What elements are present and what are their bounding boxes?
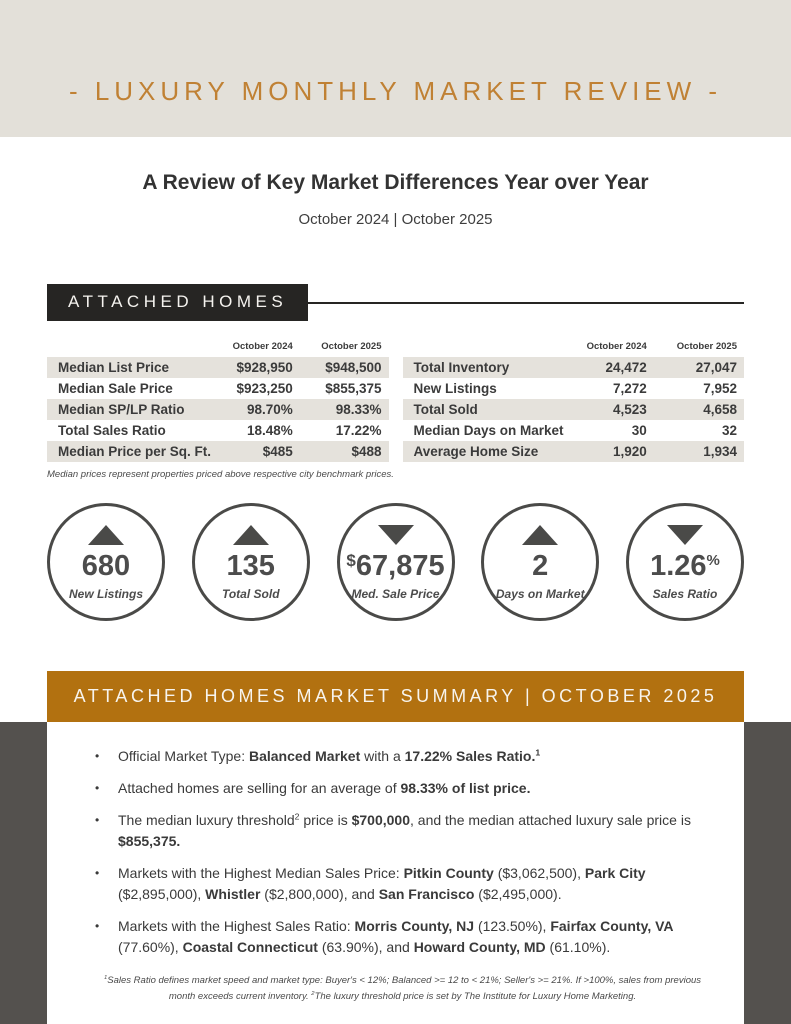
row-label: Total Inventory xyxy=(413,360,510,375)
table-header-row xyxy=(403,341,745,357)
stat-circle xyxy=(337,503,455,621)
table-row xyxy=(47,420,389,441)
section-label: ATTACHED HOMES xyxy=(47,284,308,321)
stat-value xyxy=(532,552,548,581)
text-segment: Balanced Market xyxy=(248,748,361,764)
value-oct-2024: $923,250 xyxy=(236,381,293,396)
table-row xyxy=(403,441,745,462)
value-oct-2024: 30 xyxy=(631,423,647,438)
text-segment: ($2,895,000), xyxy=(118,886,206,902)
value-oct-2024: 98.70% xyxy=(246,402,293,417)
value-oct-2025: 17.22% xyxy=(335,423,382,438)
stat-circles xyxy=(47,503,744,621)
text-segment: The median luxury threshold xyxy=(118,812,295,828)
table-header xyxy=(403,341,745,357)
text-segment: ($2,495,000). xyxy=(474,886,562,902)
text-segment: ($2,800,000), and xyxy=(260,886,379,902)
column-header: October 2025 xyxy=(676,341,737,352)
page-title: A Review of Key Market Differences Year over Year xyxy=(142,171,649,194)
text-segment: Markets with the Highest Sales Ratio: xyxy=(118,918,355,934)
section-rule xyxy=(308,302,744,304)
text-segment: (77.60%), xyxy=(118,939,183,955)
stat-value-number: 67,875 xyxy=(355,550,445,582)
bullet-text xyxy=(118,746,710,767)
bullet-icon: • xyxy=(95,781,100,795)
table-row xyxy=(403,420,745,441)
value-oct-2025: $948,500 xyxy=(325,360,382,375)
text-segment: Park City xyxy=(584,865,646,881)
bullet-icon: • xyxy=(95,919,100,933)
value-oct-2024: 4,523 xyxy=(612,402,647,417)
stat-value-suffix: % xyxy=(706,552,720,569)
value-oct-2025: $488 xyxy=(351,444,382,459)
table-row xyxy=(47,378,389,399)
arrow-up-icon xyxy=(233,525,269,545)
stat-value-number: 1.26 xyxy=(650,550,707,582)
stat-circle xyxy=(192,503,310,621)
stat-value-number: 680 xyxy=(81,550,131,582)
stat-value xyxy=(650,552,720,581)
text-segment: (61.10%). xyxy=(545,939,611,955)
table-body xyxy=(403,357,745,462)
table-header-row xyxy=(47,341,389,357)
text-segment: 1 xyxy=(103,974,108,981)
bullet-text xyxy=(118,863,710,905)
value-oct-2025: 7,952 xyxy=(703,381,737,396)
summary-banner: ATTACHED HOMES MARKET SUMMARY | OCTOBER 2025 xyxy=(47,671,744,722)
text-segment: 98.33% of list price. xyxy=(400,780,531,796)
section-heading xyxy=(47,284,744,321)
row-label: Median Price per Sq. Ft. xyxy=(58,444,212,459)
table-header xyxy=(47,341,389,357)
arrow-down-icon xyxy=(378,525,414,545)
stat-label: New Listings xyxy=(68,587,143,601)
text-segment: , and the median attached luxury sale price is xyxy=(410,812,691,828)
text-segment: Coastal Connecticut xyxy=(182,939,318,955)
bullet-icon: • xyxy=(95,866,100,880)
bullet-icon: • xyxy=(95,749,100,763)
row-label: Median List Price xyxy=(58,360,170,375)
summary-body xyxy=(47,722,744,1024)
stat-label: Total Sold xyxy=(221,587,280,601)
column-header: October 2024 xyxy=(586,341,647,352)
bullet-item xyxy=(95,863,710,905)
value-oct-2024: 1,920 xyxy=(612,444,647,459)
column-header-spacer xyxy=(47,341,211,357)
value-oct-2024: $485 xyxy=(262,444,293,459)
volume-metrics-table xyxy=(403,341,745,462)
column-header-spacer xyxy=(403,341,564,357)
table-row xyxy=(47,441,389,462)
table-row xyxy=(403,357,745,378)
text-segment: ($3,062,500), xyxy=(493,865,585,881)
value-oct-2025: $855,375 xyxy=(325,381,382,396)
row-label: Total Sold xyxy=(413,402,478,417)
text-segment: Howard County, MD xyxy=(413,939,546,955)
text-segment: Whistler xyxy=(205,886,261,902)
text-segment: 2 xyxy=(294,811,300,822)
value-oct-2025: 4,658 xyxy=(703,402,737,417)
stat-value-prefix: $ xyxy=(346,551,356,570)
text-segment: San Francisco xyxy=(378,886,475,902)
bullet-item xyxy=(95,778,710,799)
stat-value xyxy=(346,552,444,581)
table-row xyxy=(403,378,745,399)
value-oct-2025: 98.33% xyxy=(335,402,382,417)
summary-section xyxy=(0,722,791,1024)
stat-circle xyxy=(626,503,744,621)
text-segment: Attached homes are selling for an average of xyxy=(118,780,401,796)
stat-value xyxy=(227,552,275,581)
table-note: Median prices represent properties priced above respective city benchmark prices. xyxy=(47,469,394,480)
bullet-item xyxy=(95,916,710,958)
bullet-item xyxy=(95,746,710,767)
table-body xyxy=(47,357,389,462)
text-segment: Sales Ratio defines market speed and market type: Buyer's < 12%; Balanced >= 12 to < 21%; Seller's >= 21%. If >100%, sales from previous month exceeds current inventory. xyxy=(107,975,702,1002)
stat-value-number: 135 xyxy=(226,550,275,582)
value-oct-2025: 32 xyxy=(721,423,737,438)
text-segment: Pitkin County xyxy=(403,865,494,881)
left-side-bar xyxy=(0,722,47,1024)
value-oct-2025: 27,047 xyxy=(695,360,737,375)
text-segment: 2 xyxy=(311,990,315,997)
row-label: Average Home Size xyxy=(413,444,539,459)
bullet-text xyxy=(118,778,710,799)
metrics-tables xyxy=(47,341,744,462)
value-oct-2024: $928,950 xyxy=(236,360,293,375)
text-segment: price is xyxy=(299,812,352,828)
arrow-up-icon xyxy=(88,525,124,545)
stat-circle xyxy=(481,503,599,621)
value-oct-2025: 1,934 xyxy=(703,444,737,459)
stat-value-number: 2 xyxy=(532,550,549,582)
masthead-title: - LUXURY MONTHLY MARKET REVIEW - xyxy=(68,76,723,106)
stat-label: Med. Sale Price xyxy=(351,587,440,601)
footnote xyxy=(95,973,710,1004)
text-segment: 17.22% Sales Ratio. xyxy=(404,748,536,764)
date-range: October 2024 | October 2025 xyxy=(298,211,493,228)
row-label: New Listings xyxy=(413,381,497,396)
text-segment: The luxury threshold price is set by The Institute for Luxury Home Marketing. xyxy=(314,990,637,1002)
table-row xyxy=(47,399,389,420)
text-segment: $700,000 xyxy=(351,812,411,828)
column-header: October 2024 xyxy=(232,341,293,352)
arrow-up-icon xyxy=(522,525,558,545)
stat-circle xyxy=(47,503,165,621)
right-side-bar xyxy=(744,722,791,1024)
table-row xyxy=(47,357,389,378)
text-segment: (63.90%), and xyxy=(317,939,414,955)
bullet-list xyxy=(95,746,710,958)
text-segment: $855,375. xyxy=(118,833,181,849)
column-header: October 2025 xyxy=(321,341,382,352)
text-segment: Morris County, NJ xyxy=(354,918,475,934)
text-segment: (123.50%), xyxy=(474,918,551,934)
table-row xyxy=(403,399,745,420)
value-oct-2024: 7,272 xyxy=(612,381,647,396)
intro-block xyxy=(0,171,791,228)
stat-label: Sales Ratio xyxy=(652,587,718,601)
text-segment: Fairfax County, VA xyxy=(550,918,674,934)
text-segment: Markets with the Highest Median Sales Price: xyxy=(118,865,404,881)
value-oct-2024: 18.48% xyxy=(246,423,293,438)
main-content xyxy=(47,228,744,621)
row-label: Median Sale Price xyxy=(58,381,173,396)
stat-label: Days on Market xyxy=(495,587,585,601)
row-label: Total Sales Ratio xyxy=(58,423,166,438)
bullet-text xyxy=(118,810,710,852)
row-label: Median SP/LP Ratio xyxy=(58,402,185,417)
row-label: Median Days on Market xyxy=(413,423,564,438)
bullet-text xyxy=(118,916,710,958)
stat-value xyxy=(82,552,130,581)
text-segment: with a xyxy=(360,748,405,764)
bullet-item xyxy=(95,810,710,852)
bullet-icon: • xyxy=(95,813,100,827)
text-segment: 1 xyxy=(535,747,541,758)
masthead xyxy=(0,0,791,137)
text-segment: Official Market Type: xyxy=(118,748,249,764)
value-oct-2024: 24,472 xyxy=(605,360,647,375)
arrow-down-icon xyxy=(667,525,703,545)
price-metrics-table xyxy=(47,341,389,462)
